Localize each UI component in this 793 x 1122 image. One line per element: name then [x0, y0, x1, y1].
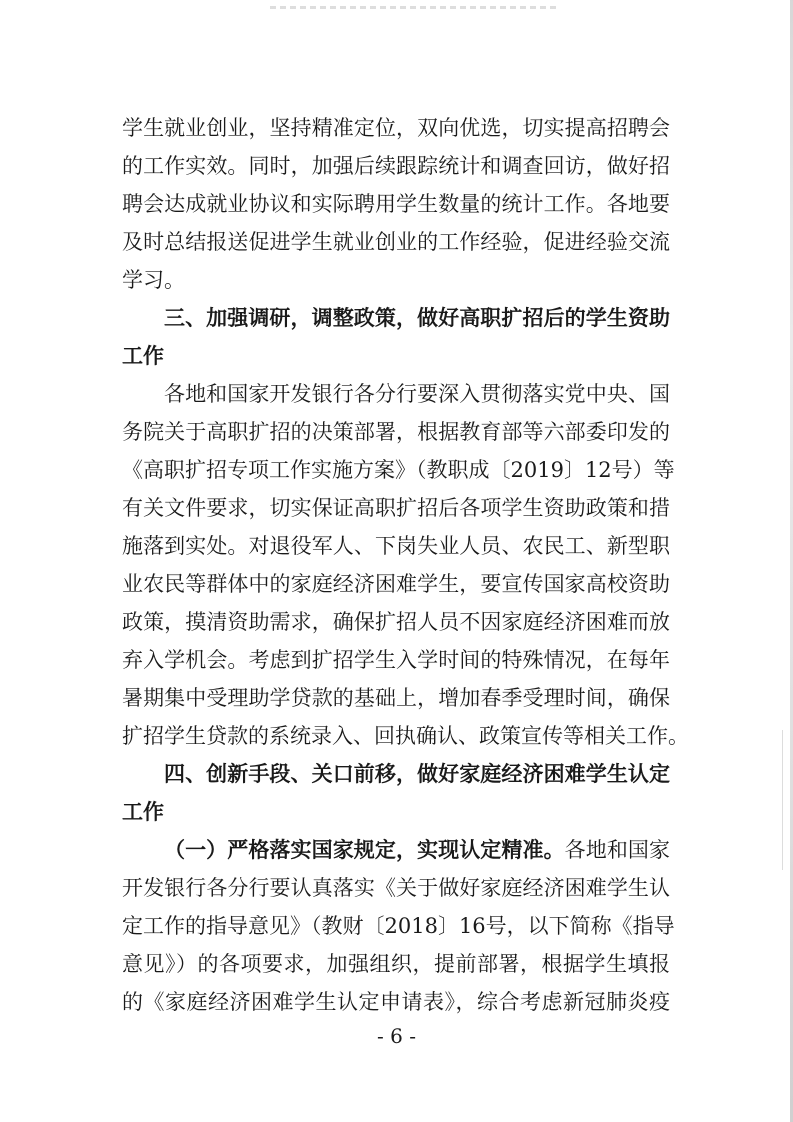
section-heading: 四、创新手段、关口前移，做好家庭经济困难学生认定 [164, 762, 670, 786]
body-line: 扩招学生贷款的系统录入、回执确认、政策宣传等相关工作。 [122, 724, 689, 748]
body-line: 开发银行各分行要认真落实《关于做好家庭经济困难学生认 [122, 876, 670, 900]
body-text: 各地和国家 [564, 838, 671, 862]
body-line: 定工作的指导意见》（教财〔2018〕16号，以下简称《指导 [122, 914, 675, 938]
body-line: 及时总结报送促进学生就业创业的工作经验，促进经验交流 [122, 230, 670, 254]
scan-artifact [270, 6, 560, 9]
body-line: 弃入学机会。考虑到扩招学生入学时间的特殊情况，在每年 [122, 648, 670, 672]
subsection-title: （一）严格落实国家规定，实现认定精准。 [164, 838, 565, 862]
body-line: 各地和国家开发银行各分行要深入贯彻落实党中央、国 [164, 382, 670, 406]
subsection-lead [164, 835, 670, 865]
page-number: - 6 - [377, 1024, 416, 1048]
section-heading: 工作 [122, 800, 164, 824]
scan-edge-mark [782, 730, 783, 870]
body-line: 的工作实效。同时，加强后续跟踪统计和调查回访，做好招 [122, 154, 670, 178]
body-line: 施落到实处。对退役军人、下岗失业人员、农民工、新型职 [122, 534, 670, 558]
body-line: 暑期集中受理助学贷款的基础上，增加春季受理时间，确保 [122, 686, 670, 710]
body-line: 政策，摸清资助需求，确保扩招人员不因家庭经济困难而放 [122, 610, 670, 634]
body-line: 《高职扩招专项工作实施方案》（教职成〔2019〕12号）等 [122, 458, 675, 482]
body-line: 学生就业创业，坚持精准定位，双向优选，切实提高招聘会 [122, 116, 670, 140]
body-line: 业农民等群体中的家庭经济困难学生，要宣传国家高校资助 [122, 572, 670, 596]
body-line: 聘会达成就业协议和实际聘用学生数量的统计工作。各地要 [122, 192, 670, 216]
body-line: 意见》）的各项要求，加强组织，提前部署，根据学生填报 [122, 952, 670, 976]
section-heading: 三、加强调研，调整政策，做好高职扩招后的学生资助 [164, 306, 670, 330]
body-line: 学习。 [122, 268, 185, 292]
section-heading: 工作 [122, 344, 164, 368]
body-line: 有关文件要求，切实保证高职扩招后各项学生资助政策和措 [122, 496, 670, 520]
body-line: 的《家庭经济困难学生认定申请表》，综合考虑新冠肺炎疫 [122, 990, 670, 1014]
body-line: 务院关于高职扩招的决策部署，根据教育部等六部委印发的 [122, 420, 670, 444]
